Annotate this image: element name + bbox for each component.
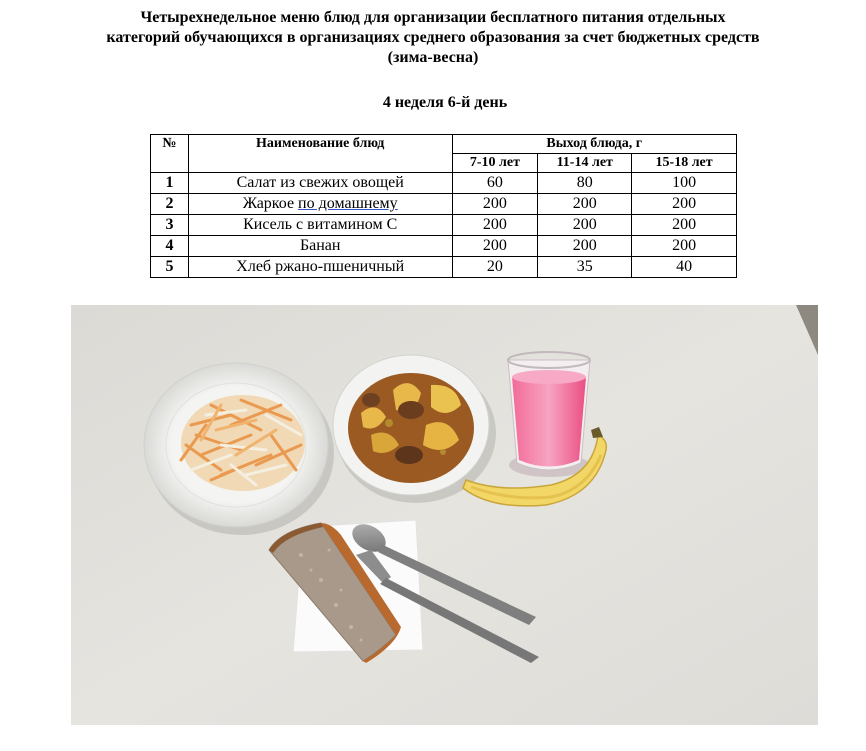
row-yield-15-18: 200	[632, 236, 737, 257]
row-yield-15-18: 200	[632, 215, 737, 236]
juice-liquid	[512, 377, 586, 467]
header-num: №	[151, 135, 189, 173]
row-yield-15-18: 100	[632, 173, 737, 194]
row-num: 5	[151, 257, 189, 278]
header-age-11-14: 11-14 лет	[538, 154, 632, 173]
row-dish-name: Банан	[188, 236, 452, 257]
row-dish-name: Хлеб ржано-пшеничный	[188, 257, 452, 278]
table-row	[151, 173, 737, 194]
document-title	[20, 8, 846, 68]
row-yield-11-14: 80	[538, 173, 632, 194]
table-row	[151, 236, 737, 257]
row-yield-7-10: 200	[452, 236, 538, 257]
row-num: 4	[151, 236, 189, 257]
row-num: 1	[151, 173, 189, 194]
row-yield-11-14: 200	[538, 194, 632, 215]
juice-surface	[512, 370, 586, 384]
row-dish-name: Кисель с витамином С	[188, 215, 452, 236]
row-yield-7-10: 200	[452, 194, 538, 215]
table-row	[151, 194, 737, 215]
table-row	[151, 215, 737, 236]
cabbage-salad	[181, 395, 305, 491]
row-yield-7-10: 200	[452, 215, 538, 236]
day-subtitle: 4 неделя 6-й день	[382, 94, 508, 111]
dish-name-spellcheck: по домашнему	[298, 195, 398, 212]
meal-photo	[71, 305, 818, 725]
row-yield-7-10: 20	[452, 257, 538, 278]
row-yield-11-14: 200	[538, 236, 632, 257]
title-line-1: Четырехнедельное меню блюд для организации бесплатного питания отдельных	[140, 9, 726, 26]
header-age-15-18: 15-18 лет	[632, 154, 737, 173]
menu-table	[150, 134, 737, 278]
meal-photo-illustration	[71, 305, 818, 725]
header-dish-name: Наименование блюд	[188, 135, 452, 173]
row-num: 3	[151, 215, 189, 236]
row-yield-11-14: 35	[538, 257, 632, 278]
title-line-3: (зима-весна)	[387, 49, 479, 66]
row-dish-name	[188, 194, 452, 215]
header-yield: Выход блюда, г	[452, 135, 737, 154]
row-num: 2	[151, 194, 189, 215]
row-yield-11-14: 200	[538, 215, 632, 236]
row-yield-7-10: 60	[452, 173, 538, 194]
title-line-2: категорий обучающихся в организациях среднего образования за счет бюджетных средств	[106, 29, 760, 46]
header-age-7-10: 7-10 лет	[452, 154, 538, 173]
row-yield-15-18: 200	[632, 194, 737, 215]
dish-name-part: Жаркое	[242, 195, 299, 212]
row-dish-name: Салат из свежих овощей	[188, 173, 452, 194]
header-row	[151, 135, 737, 154]
row-yield-15-18: 40	[632, 257, 737, 278]
table-row	[151, 257, 737, 278]
